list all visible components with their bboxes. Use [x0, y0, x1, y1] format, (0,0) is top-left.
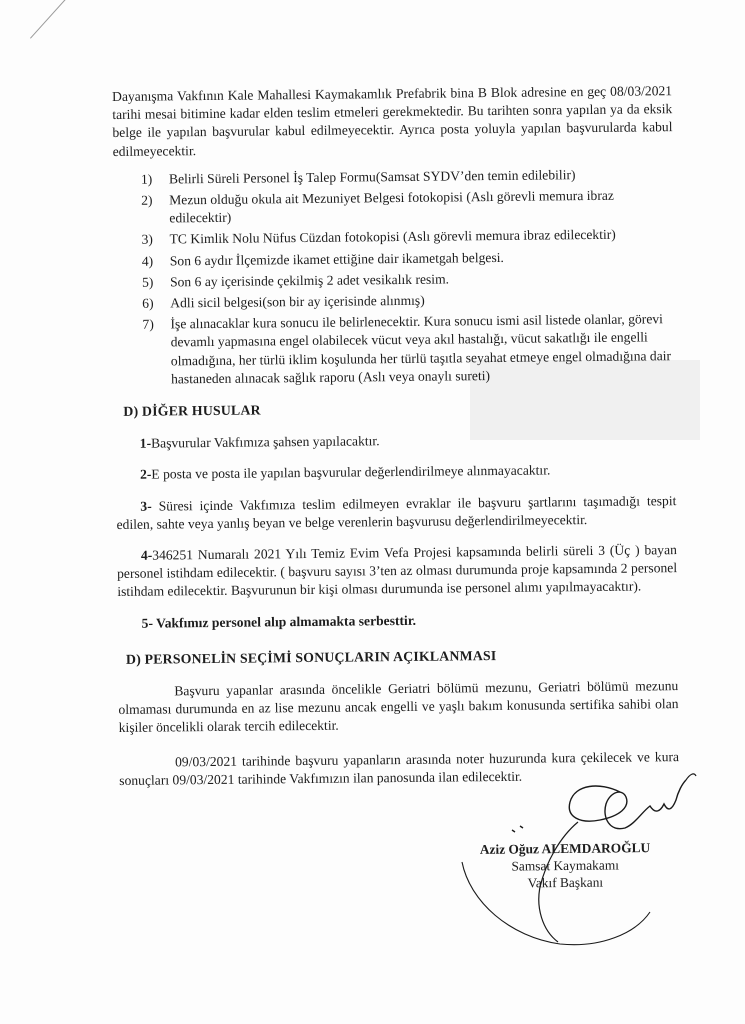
selection-paragraph: Başvuru yapanlar arasında öncelikle Geriatri bölümü mezunu, Geriatri bölümü mezunu olmaması durumunda en az lise mezunu ancak engelli ve yaşlı bakım konusunda sertifika sahibi olan kişiler öncelikli olarak tercih edilecektir.: [118, 678, 679, 736]
signature-block: [480, 839, 651, 892]
announcement-paragraph: 09/03/2021 tarihinde başvuru yapanların arasında noter huzurunda kura çekilecek ve kura sonuçları 09/03/2021 tarihinde Vakfımızın ilan panosunda ilan edilecektir.: [119, 748, 680, 788]
other-item: 1-Başvurular Vakfımıza şahsen yapılacaktır.: [139, 433, 380, 451]
document-body: [112, 82, 679, 806]
other-item: 3- Süresi içinde Vakfımıza teslim edilmeyen evraklar ile başvuru şartlarını taşımadığı tespit edilen, sahte veya yanlış beyan ve belge verenlerin başvurusu değerlendirilmeyecektir.: [116, 492, 677, 532]
requirement-item: 1) Belirli Süreli Personel İş Talep Formu(Samsat SYDV’den temin edilebilir): [140, 166, 576, 187]
signatory-role: Vakıf Başkanı: [527, 874, 604, 891]
requirement-item: 6) Adli sicil belgesi(son bir ay içerisinde alınmış): [142, 292, 425, 311]
section-heading-other: D) DİĞER HUSULAR: [123, 402, 261, 419]
other-item-bold: 5- Vakfımız personel alıp almamakta serbesttir.: [141, 612, 417, 631]
requirement-item: 2) Mezun olduğu okula ait Mezuniyet Belgesi fotokopisi (Aslı görevli memura ibraz edilecektir): [141, 187, 614, 226]
other-item: 2-E posta ve posta ile yapılan başvurular değerlendirilmeye alınmayacaktır.: [139, 462, 551, 483]
requirement-item: 5) Son 6 ay içerisinde çekilmiş 2 adet vesikalık resim.: [141, 271, 450, 290]
section-heading-selection: D) PERSONELİN SEÇİMİ SONUÇLARIN AÇIKLANMASI: [125, 647, 497, 667]
scan-fold-line: [30, 0, 88, 39]
signatory-name: Aziz Oğuz ALEMDAROĞLU: [479, 840, 651, 857]
intro-paragraph: Dayanışma Vakfının Kale Mahallesi Kaymakamlık Prefabrik bina B Blok adresine en geç 08/03/2021 tarihi mesai bitimine kadar elden teslim etmeleri gerekmektedir. Bu tarihten sonra yapılan ya da eksik belge ile yapılan başvurular kabul edilmeyecektir. Ayrıca posta yoluyla yapılan başvurularda kabul edilmeyecektir.: [112, 83, 673, 159]
requirement-item: 3) TC Kimlik Nolu Nüfus Cüzdan fotokopisi (Aslı görevli memura ibraz edilecektir): [141, 227, 616, 248]
signatory-title: Samsat Kaymakamı: [511, 857, 619, 874]
requirement-item: 4) Son 6 aydır İlçemizde ikamet ettiğine dair ikametgah belgesi.: [141, 249, 504, 269]
requirement-item: 7) İşe alınacaklar kura sonucu ile belirlenecektir. Kura sonucu ismi asil listede olanlar, görevi devamlı yapmasına engel olabilecek vücut veya akıl hastalığı, vücut sakatlığı ile engelli olmadığına, her türlü iklim koşulunda her türlü taşıtla seyahat etmeye engel olmadığına dair hastaneden alınacak sağlık raporu (Aslı veya onaylı sureti): [142, 311, 672, 387]
other-item: 4-346251 Numaralı 2021 Yılı Temiz Evim Vefa Projesi kapsamında belirli süreli 3 (Üç ) bayan personel istihdam edilecektir. ( başvuru sayısı 3’ten az olması durumunda proje kapsamında 2 personel istihdam edilecektir. Başvurunun bir kişi olması durumunda ise personel alımı yapılmayacaktır).: [117, 542, 678, 600]
requirements-list: [113, 165, 675, 389]
